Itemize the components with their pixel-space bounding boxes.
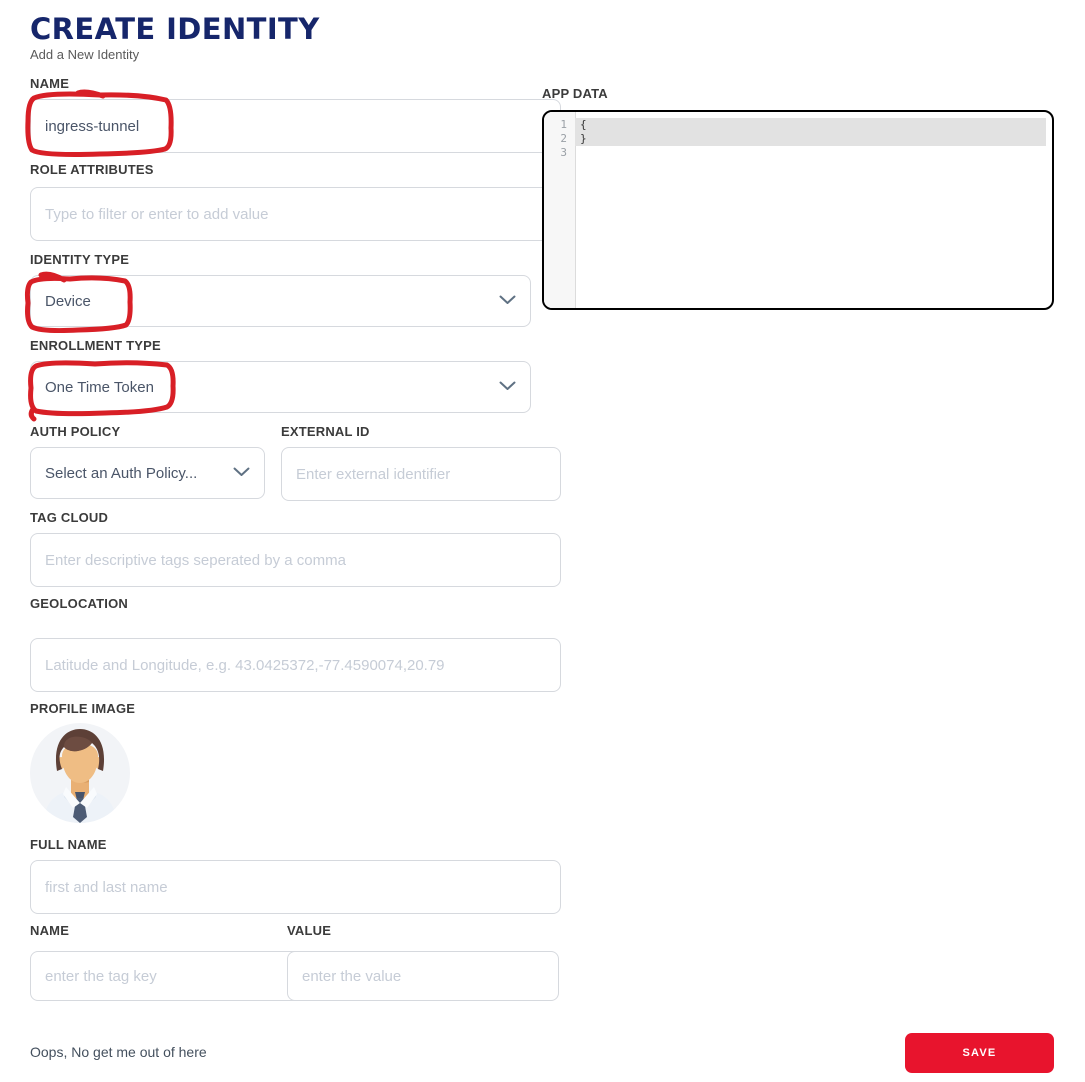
- person-avatar[interactable]: [30, 723, 130, 823]
- escape-link[interactable]: Oops, No get me out of here: [30, 1044, 207, 1060]
- editor-line[interactable]: [544, 146, 1052, 160]
- identity-type-label: IDENTITY TYPE: [30, 252, 130, 267]
- full-name-label: FULL NAME: [30, 837, 107, 852]
- app-data-editor[interactable]: [542, 110, 1054, 310]
- tag-name-input[interactable]: [30, 951, 310, 1001]
- name-input[interactable]: [30, 99, 561, 153]
- editor-line[interactable]: [544, 118, 1052, 132]
- line-number: 2: [560, 132, 567, 145]
- external-id-label: EXTERNAL ID: [281, 424, 370, 439]
- enrollment-type-selected-value: One Time Token: [45, 378, 154, 396]
- role-attributes-label: ROLE ATTRIBUTES: [30, 162, 154, 177]
- chevron-down-icon: [233, 464, 250, 482]
- identity-type-selected-value: Device: [45, 292, 91, 310]
- editor-line[interactable]: [544, 132, 1052, 146]
- line-code: [575, 146, 1046, 160]
- geolocation-label: GEOLOCATION: [30, 596, 129, 611]
- app-data-label: APP DATA: [542, 86, 608, 101]
- external-id-input[interactable]: [281, 447, 561, 501]
- full-name-input[interactable]: [30, 860, 561, 914]
- name-label: NAME: [30, 76, 70, 91]
- tag-name-label: NAME: [30, 923, 70, 938]
- profile-image-label: PROFILE IMAGE: [30, 701, 136, 716]
- save-button[interactable]: SAVE: [905, 1033, 1054, 1073]
- identity-type-select[interactable]: [30, 275, 531, 327]
- enrollment-type-label: ENROLLMENT TYPE: [30, 338, 161, 353]
- chevron-down-icon: [499, 378, 516, 396]
- line-code: {: [575, 118, 1046, 132]
- tag-cloud-label: TAG CLOUD: [30, 510, 109, 525]
- auth-policy-selected-value: Select an Auth Policy...: [45, 464, 198, 482]
- auth-policy-label: AUTH POLICY: [30, 424, 121, 439]
- page-subtitle: Add a New Identity: [30, 47, 140, 62]
- enrollment-type-select[interactable]: [30, 361, 531, 413]
- auth-policy-select[interactable]: [30, 447, 265, 499]
- line-code: }: [575, 132, 1046, 146]
- chevron-down-icon: [499, 292, 516, 310]
- page-title: CREATE IDENTITY: [30, 12, 320, 46]
- tag-value-label: VALUE: [287, 923, 332, 938]
- line-number: 1: [560, 118, 567, 131]
- line-number: 3: [560, 146, 567, 159]
- tag-value-input[interactable]: [287, 951, 559, 1001]
- tag-cloud-input[interactable]: [30, 533, 561, 587]
- role-attributes-input[interactable]: [30, 187, 561, 241]
- geolocation-input[interactable]: [30, 638, 561, 692]
